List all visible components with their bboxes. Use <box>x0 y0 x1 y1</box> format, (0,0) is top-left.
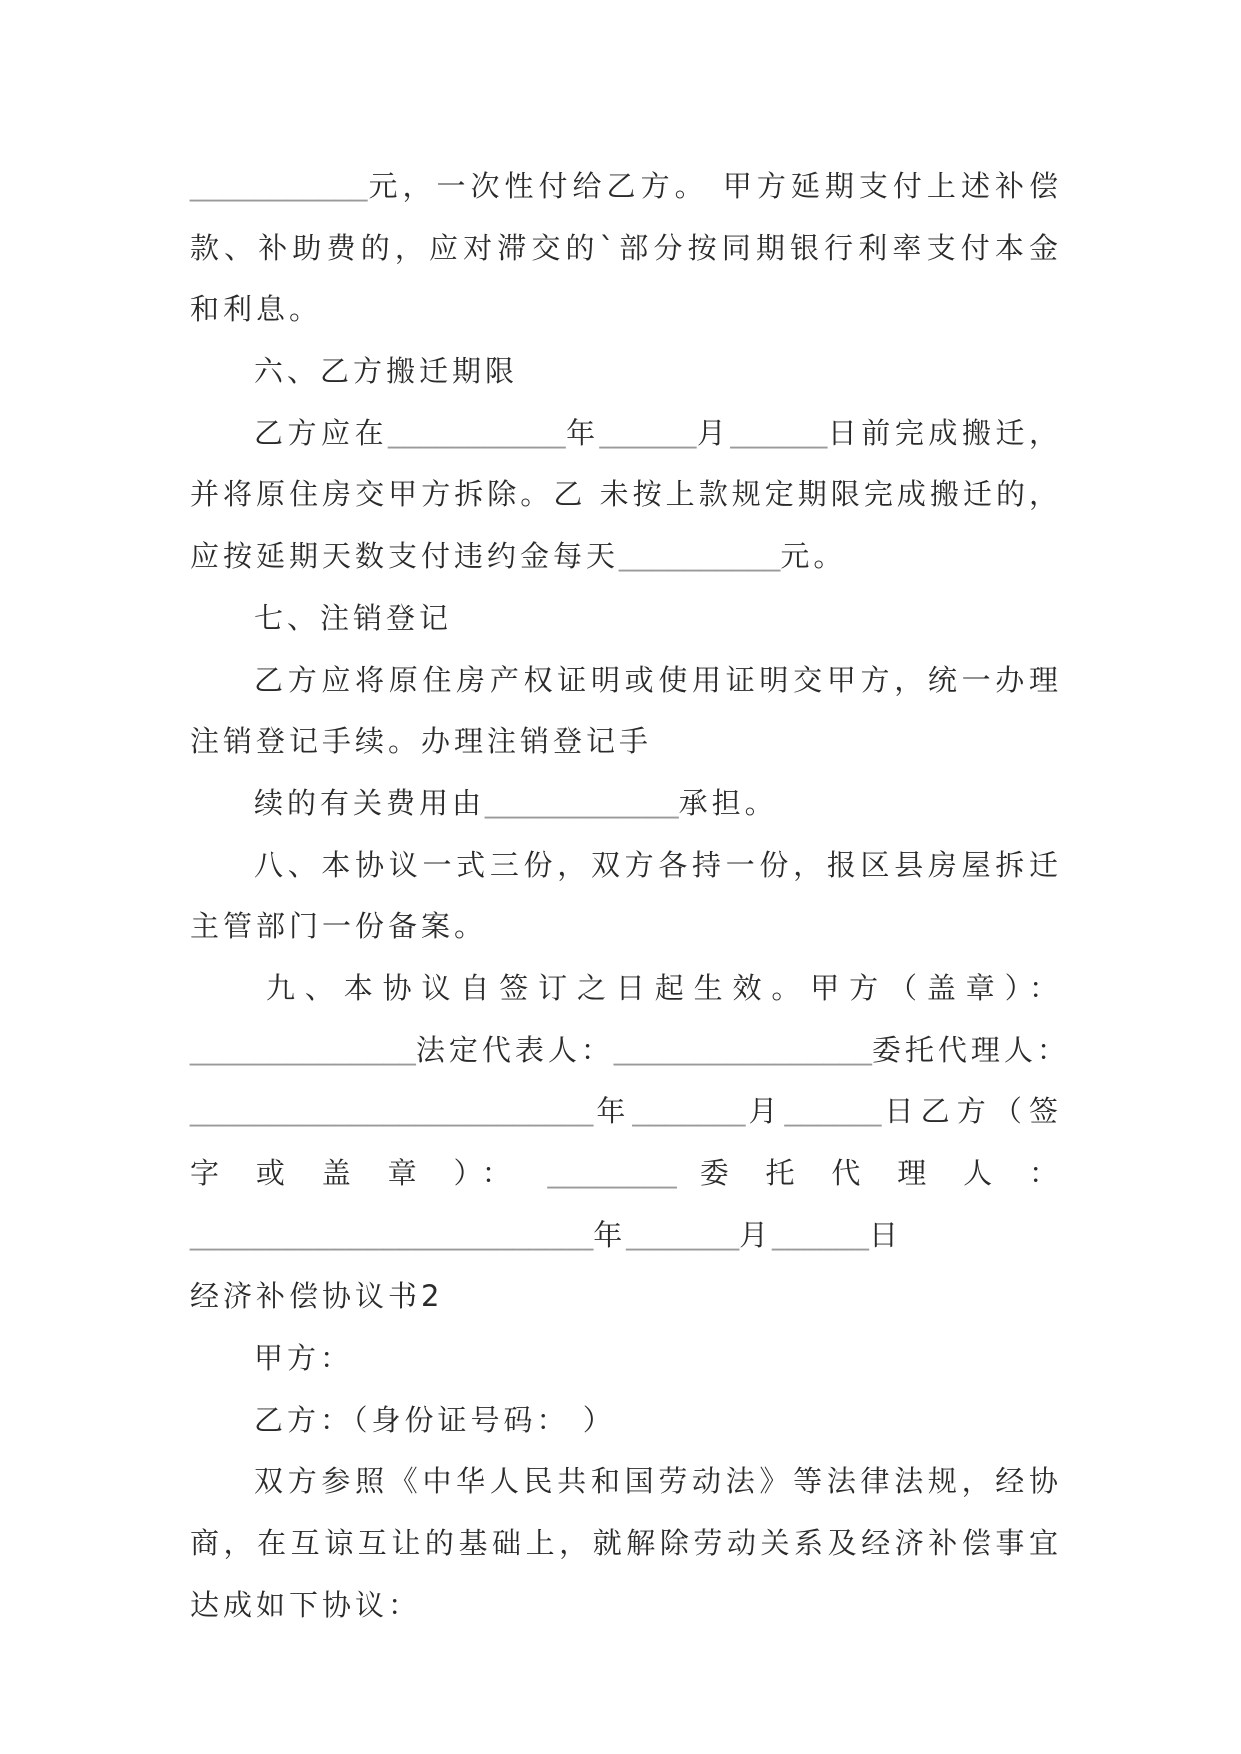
text-segment: 续的有关费用由 <box>254 785 486 820</box>
text-segment: 月 <box>745 1094 785 1129</box>
text-segment: 日前完成搬迁， <box>827 415 1062 450</box>
text-segment: 委托代理人： <box>871 1032 1070 1067</box>
text-segment: 六、乙方搬迁期限 <box>254 354 519 389</box>
fill-in-blank: ______ <box>784 1096 882 1129</box>
fill-in-blank: ___________ <box>388 417 566 450</box>
document-line <box>190 468 1062 530</box>
text-segment: 达成如下协议： <box>190 1587 422 1622</box>
fill-in-blank: ______ <box>599 417 697 450</box>
document-line <box>190 530 1062 592</box>
document-line <box>190 1579 1062 1641</box>
text-segment: 经济补偿协议书2 <box>190 1279 444 1314</box>
text-segment: 元，一次性付给乙方。 甲方延期支付上述补偿 <box>367 169 1062 203</box>
text-segment: 乙方应在 <box>254 415 389 450</box>
text-segment: 商，在互谅互让的基础上，就解除劳动关系及经济补偿事宜 <box>190 1526 1062 1561</box>
text-segment: 承担。 <box>678 785 778 820</box>
document-line <box>190 345 1062 407</box>
text-segment: 双方参照《中华人民共和国劳动法》等法律法规，经协 <box>254 1464 1062 1499</box>
fill-in-blank: ____________ <box>485 787 679 820</box>
text-segment: 注销登记手续。办理注销登记手 <box>190 724 653 759</box>
document-line <box>190 839 1062 901</box>
text-segment: 日乙方（签 <box>881 1094 1062 1129</box>
fill-in-blank: _______ <box>626 1219 740 1252</box>
document-line <box>190 222 1062 284</box>
document-line <box>190 654 1062 716</box>
fill-in-blank: ___________ <box>190 171 368 203</box>
fill-in-blank: ________ <box>547 1158 677 1190</box>
document-line <box>190 715 1062 777</box>
fill-in-blank: ________________ <box>613 1034 872 1067</box>
text-segment: 并将原住房交甲方拆除。乙 未按上款规定期限完成搬迁的， <box>190 477 1062 512</box>
text-segment: 年 <box>593 1217 627 1252</box>
document-line <box>190 283 1062 345</box>
document-line <box>190 1394 1062 1456</box>
document-line <box>190 1332 1062 1394</box>
document-line <box>190 1085 1062 1147</box>
text-segment: 主管部门一份备案。 <box>190 909 488 944</box>
text-segment: 委 托 代 理 人 ： <box>676 1156 1062 1190</box>
text-segment: 款、补助费的，应对滞交的`部分按同期银行利率支付本金 <box>190 230 1062 265</box>
document-line <box>190 1270 1062 1332</box>
text-segment: 甲方： <box>254 1341 354 1376</box>
text-segment: 字 或 盖 章 ）： <box>190 1156 548 1190</box>
document-line <box>190 160 1062 222</box>
text-segment: 元。 <box>780 539 847 574</box>
text-segment: 九、本协议自签订之日起生效。甲方（盖章）： <box>266 970 1062 1005</box>
document-line <box>190 777 1062 839</box>
text-segment: 乙方：（身份证号码： ） <box>254 1402 616 1437</box>
text-segment: 月 <box>696 415 731 450</box>
text-segment: 应按延期天数支付违约金每天 <box>190 539 620 574</box>
fill-in-blank: ______________ <box>190 1034 416 1067</box>
document-line <box>190 592 1062 654</box>
document-line <box>190 1147 1062 1209</box>
fill-in-blank: _______ <box>632 1096 746 1129</box>
text-segment: 乙方应将原住房产权证明或使用证明交甲方，统一办理 <box>254 662 1062 697</box>
document-line <box>190 1517 1062 1579</box>
document-line <box>190 1209 1062 1271</box>
text-segment: 七、注销登记 <box>254 600 453 635</box>
text-segment: 和利息。 <box>190 292 323 327</box>
fill-in-blank: _________________________ <box>190 1096 594 1129</box>
text-segment: 法定代表人： <box>415 1032 614 1067</box>
document-line <box>190 962 1062 1024</box>
fill-in-blank: ______ <box>772 1219 869 1252</box>
document-line <box>190 1024 1070 1086</box>
text-segment: 八、本协议一式三份，双方各持一份，报区县房屋拆迁 <box>254 847 1062 882</box>
text-segment: 日 <box>868 1217 902 1252</box>
text-segment: 年 <box>593 1094 633 1129</box>
fill-in-blank: _________________________ <box>190 1219 594 1252</box>
fill-in-blank: __________ <box>619 541 781 574</box>
document-line <box>190 900 1062 962</box>
text-segment: 月 <box>739 1217 773 1252</box>
document-line <box>190 1455 1062 1517</box>
document-line <box>190 407 1062 469</box>
text-segment: 年 <box>565 415 600 450</box>
fill-in-blank: ______ <box>730 417 828 450</box>
document-page <box>190 160 1070 1641</box>
